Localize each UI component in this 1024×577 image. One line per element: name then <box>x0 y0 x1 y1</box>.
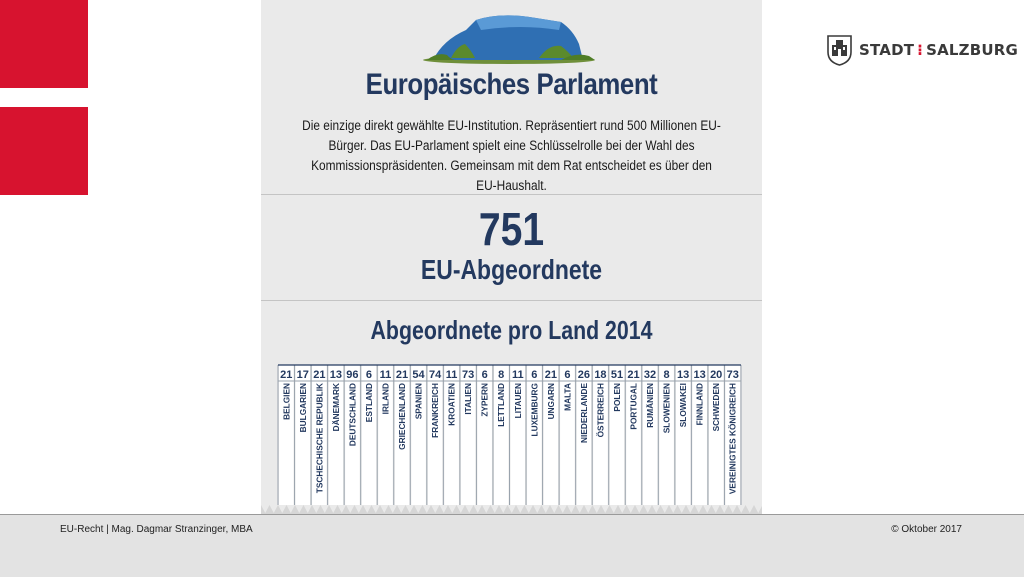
country-name-label: SPANIEN <box>413 383 424 420</box>
seat-count-label: 18 <box>594 369 607 381</box>
country-name-label: GRIECHENLAND <box>397 383 408 450</box>
red-accent-block-top <box>0 0 88 88</box>
infographic-panel <box>261 0 762 514</box>
infographic-description: Die einzige direkt gewählte EU-Institution. Repräsentiert rund 500 Millionen EU-Bürger. Das EU-Parlament spielt eine Schlüsselrolle bei der Wahl des Kommissionspräsidenten. Gemeinsam mit dem Rat entscheidet es über den EU-Haushalt. <box>302 118 721 193</box>
country-name-label: RUMÄNIEN <box>645 383 656 428</box>
seat-count-label: 54 <box>412 369 425 381</box>
seat-count-label: 21 <box>313 369 326 381</box>
seat-count-label: 21 <box>395 369 409 381</box>
country-name-label: UNGARN <box>545 383 556 420</box>
seat-count-label: 6 <box>481 369 488 381</box>
parliament-building-illustration <box>261 0 762 66</box>
seat-count-label: 21 <box>627 369 640 381</box>
seat-count-label: 74 <box>428 369 442 381</box>
seat-count-label: 6 <box>365 369 373 381</box>
seat-count-label: 13 <box>677 369 690 381</box>
country-name-label: MALTA <box>562 383 573 411</box>
seat-count-label: 96 <box>346 369 359 381</box>
country-name-label: POLEN <box>611 383 622 412</box>
seat-count-label: 8 <box>663 369 670 381</box>
city-crest-icon <box>826 34 853 66</box>
chart-title: Abgeordnete pro Land 2014 <box>370 315 653 345</box>
seat-count-label: 13 <box>693 369 706 381</box>
red-accent-block-bottom <box>0 107 88 195</box>
logo-word-stadt: STADT <box>859 41 915 59</box>
seat-count-label: 21 <box>280 369 293 381</box>
country-name-label: FINNLAND <box>694 383 705 426</box>
country-name-label: SCHWEDEN <box>711 383 722 432</box>
seat-count-label: 13 <box>329 369 342 381</box>
country-name-label: KROATIEN <box>446 383 457 426</box>
seat-count-label: 73 <box>726 369 739 381</box>
seat-count-label: 20 <box>710 369 723 381</box>
footer-date: © Oktober 2017 <box>891 524 962 535</box>
divider-2 <box>261 300 762 301</box>
seats-per-country-chart <box>261 355 762 514</box>
seat-count-label: 21 <box>544 369 557 381</box>
seat-count-label: 51 <box>610 369 624 381</box>
seat-count-label: 11 <box>379 369 392 381</box>
country-name-label: BULGARIEN <box>297 383 308 433</box>
seat-count-label: 26 <box>577 369 591 381</box>
country-name-label: FRANKREICH <box>430 383 441 438</box>
stadt-salzburg-logo <box>826 34 1018 66</box>
divider-1 <box>261 194 762 195</box>
country-name-label: LETTLAND <box>496 383 507 427</box>
seat-count-label: 32 <box>643 369 657 381</box>
logo-word-salzburg: SALZBURG <box>926 41 1019 59</box>
seat-count-label: 8 <box>498 369 505 381</box>
logo-separator: ⁝ <box>917 41 924 59</box>
country-name-label: DEUTSCHLAND <box>347 383 358 447</box>
country-name-label: ZYPERN <box>479 383 490 417</box>
country-name-label: VEREINIGTES KÖNIGREICH <box>727 383 738 495</box>
country-name-label: PORTUGAL <box>628 383 639 430</box>
country-name-label: DÄNEMARK <box>330 383 341 432</box>
seat-count-label: 11 <box>445 369 458 381</box>
country-name-label: SLOWAKEI <box>678 383 689 428</box>
country-name-label: ÖSTERREICH <box>595 383 606 438</box>
total-mep-number: 751 <box>478 203 545 255</box>
zigzag-edge <box>261 505 762 514</box>
footer-author: EU-Recht | Mag. Dagmar Stranzinger, MBA <box>60 524 253 535</box>
seat-count-label: 17 <box>296 369 309 381</box>
country-name-label: LUXEMBURG <box>529 383 540 437</box>
seat-count-label: 11 <box>511 369 524 381</box>
country-name-label: ESTLAND <box>363 383 374 423</box>
infographic-title: Europäisches Parlament <box>365 68 658 101</box>
seat-count-label: 6 <box>564 369 571 381</box>
total-mep-label: EU-Abgeordnete <box>420 254 603 285</box>
country-name-label: BELGIEN <box>281 383 292 420</box>
seat-count-label: 73 <box>462 369 475 381</box>
country-name-label: ITALIEN <box>463 383 474 415</box>
country-name-label: SLOWENIEN <box>661 383 672 434</box>
country-name-label: TSCHECHISCHE REPUBLIK <box>314 383 325 494</box>
country-name-label: IRLAND <box>380 383 391 415</box>
country-name-label: LITAUEN <box>512 383 523 419</box>
country-name-label: NIEDERLANDE <box>578 383 589 443</box>
seat-count-label: 6 <box>531 369 538 381</box>
